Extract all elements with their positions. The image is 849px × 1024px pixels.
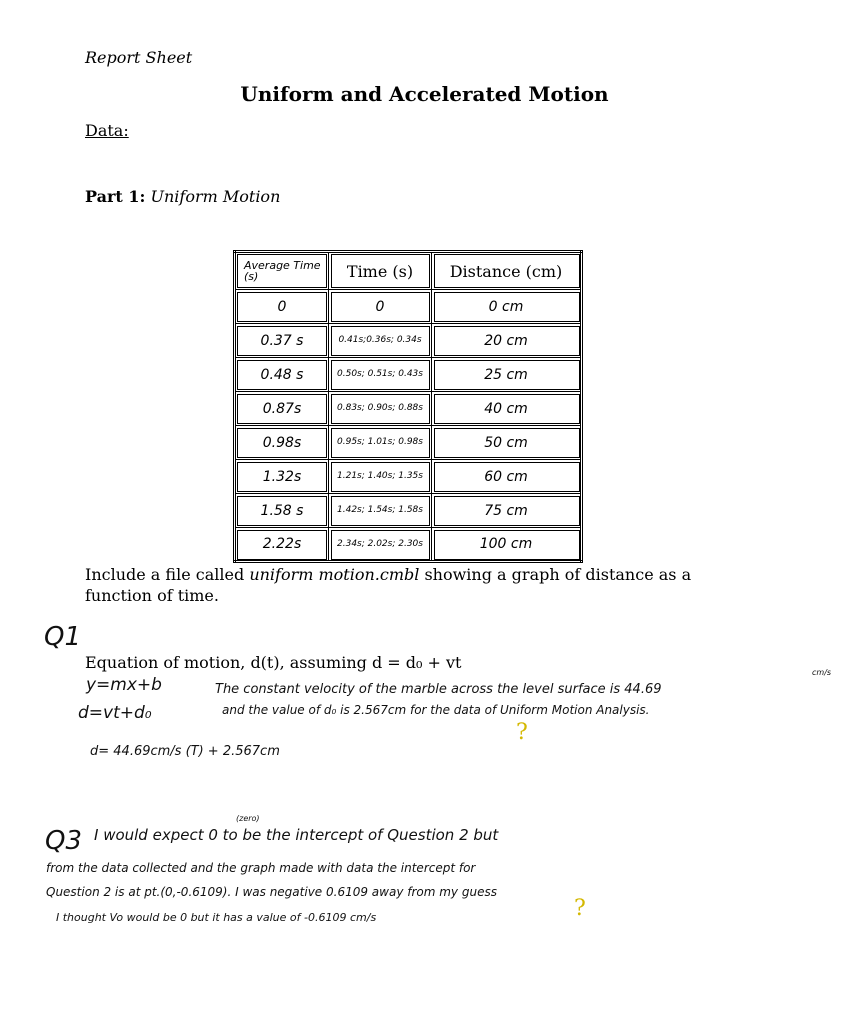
distance-cell: 0 cm — [432, 290, 582, 324]
table-row — [235, 494, 582, 528]
avg-time-cell: 0.37 s — [235, 324, 329, 358]
table-row — [235, 460, 582, 494]
header-average-time: Average Time (s) — [235, 252, 329, 290]
hw-units: cm/s — [812, 668, 832, 677]
part1-label: Part 1: — [85, 187, 146, 206]
uniform-motion-table — [233, 250, 583, 563]
avg-time-cell: 0 — [235, 290, 329, 324]
q3-label: Q3 — [45, 826, 83, 856]
equation-prompt: Equation of motion, d(t), assuming d = d₀ + vt — [85, 653, 462, 672]
distance-cell: 100 cm — [432, 528, 582, 562]
q3-line1: I would expect 0 to be the intercept of Question 2 but — [94, 826, 499, 844]
table-row — [235, 426, 582, 460]
hw-velocity-line: The constant velocity of the marble across the level surface is 44.69 — [215, 682, 662, 697]
table-row — [235, 358, 582, 392]
time-cell: 0.41s;0.36s; 0.34s — [329, 324, 432, 358]
header-time: Time (s) — [329, 252, 432, 290]
avg-time-cell: 0.87s — [235, 392, 329, 426]
time-cell: 0.95s; 1.01s; 0.98s — [329, 426, 432, 460]
report-sheet-label: Report Sheet — [85, 48, 193, 67]
q3-line2: from the data collected and the graph made with data the intercept for — [46, 861, 476, 875]
distance-cell: 40 cm — [432, 392, 582, 426]
include-suffix: showing a graph of distance as a — [419, 565, 692, 584]
distance-cell: 50 cm — [432, 426, 582, 460]
include-line2: function of time. — [85, 586, 219, 605]
hw-slope-form: y=mx+b — [86, 675, 162, 695]
distance-cell: 25 cm — [432, 358, 582, 392]
avg-time-cell: 1.58 s — [235, 494, 329, 528]
hw-final-equation: d= 44.69cm/s (T) + 2.567cm — [90, 744, 280, 759]
q3-line4: I thought Vo would be 0 but it has a value of -0.6109 cm/s — [56, 911, 377, 924]
page-title: Uniform and Accelerated Motion — [240, 82, 609, 106]
header-distance: Distance (cm) — [432, 252, 582, 290]
data-heading: Data: — [85, 121, 129, 140]
time-cell: 1.42s; 1.54s; 1.58s — [329, 494, 432, 528]
table-row — [235, 324, 582, 358]
part1-subtitle: Uniform Motion — [150, 187, 281, 206]
table-row — [235, 392, 582, 426]
q3-question-mark: ? — [574, 896, 586, 921]
table-row — [235, 528, 582, 562]
time-cell: 2.34s; 2.02s; 2.30s — [329, 528, 432, 562]
include-filename: uniform motion.cmbl — [249, 565, 420, 584]
distance-cell: 20 cm — [432, 324, 582, 358]
avg-time-cell: 0.98s — [235, 426, 329, 460]
q1-label: Q1 — [44, 622, 82, 652]
avg-time-cell: 1.32s — [235, 460, 329, 494]
table-row — [235, 290, 582, 324]
distance-cell: 75 cm — [432, 494, 582, 528]
q1-question-mark: ? — [516, 720, 528, 745]
hw-intercept-line: and the value of d₀ is 2.567cm for the data of Uniform Motion Analysis. — [222, 703, 650, 717]
table-header-row — [235, 252, 582, 290]
part1-heading — [85, 187, 280, 206]
distance-cell: 60 cm — [432, 460, 582, 494]
q3-zero-note: (zero) — [236, 814, 260, 823]
time-cell: 1.21s; 1.40s; 1.35s — [329, 460, 432, 494]
avg-time-cell: 0.48 s — [235, 358, 329, 392]
include-prefix: Include a file called — [85, 565, 250, 584]
time-cell: 0.50s; 0.51s; 0.43s — [329, 358, 432, 392]
time-cell: 0.83s; 0.90s; 0.88s — [329, 392, 432, 426]
avg-time-cell: 2.22s — [235, 528, 329, 562]
q3-line3: Question 2 is at pt.(0,-0.6109). I was negative 0.6109 away from my guess — [46, 885, 497, 899]
time-cell: 0 — [329, 290, 432, 324]
include-file-note — [85, 564, 785, 606]
hw-d-form: d=vt+d₀ — [78, 703, 152, 723]
